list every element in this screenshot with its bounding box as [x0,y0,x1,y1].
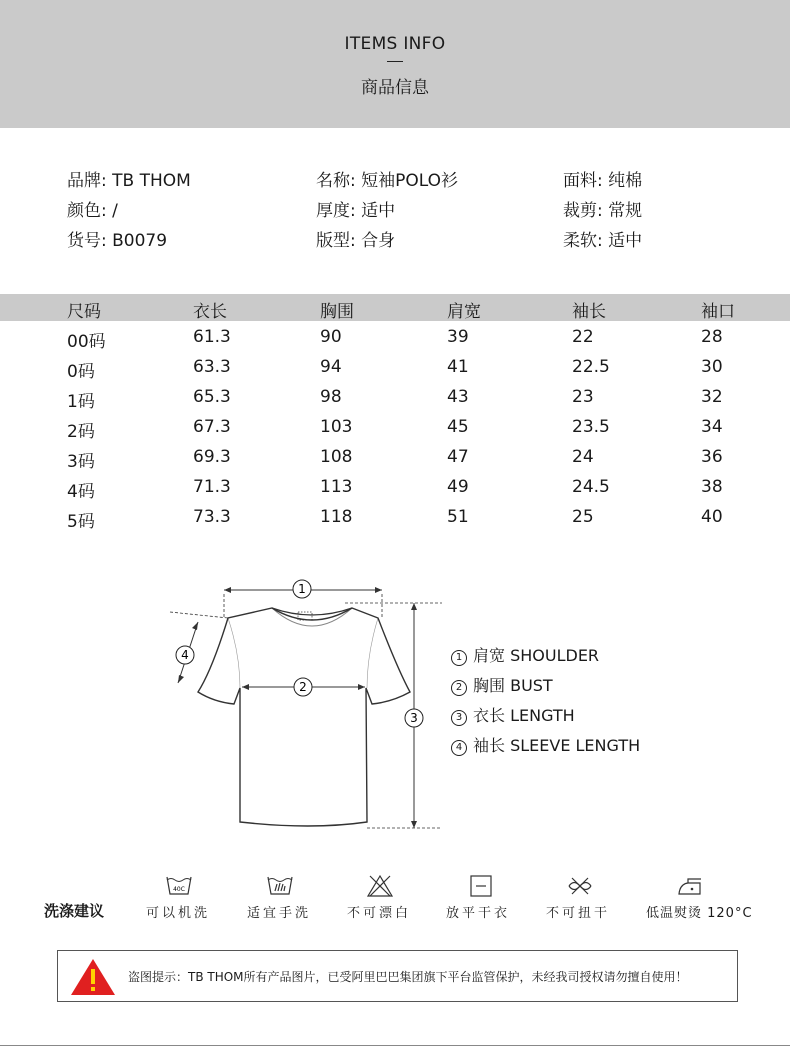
size-table-cell: 24 [572,447,594,467]
size-table-cell: 43 [447,387,469,407]
info-name: 名称: 短袖POLO衫 [316,171,459,191]
size-table-cell: 71.3 [193,477,231,497]
size-table-cell: 67.3 [193,417,231,437]
marker-2 [294,678,312,696]
warning-triangle-icon [69,957,117,997]
care-label-low-iron: 低温熨烫 120°C [646,906,753,921]
info-color: 颜色: / [67,201,118,221]
size-table-cell: 108 [320,447,353,467]
care-label-machine-wash: 可以机洗 [146,906,211,921]
care-label-hand-wash: 适宜手洗 [247,906,312,921]
svg-text:2: 2 [299,680,307,694]
no-bleach-icon [366,874,394,898]
tshirt-diagram [160,570,450,840]
legend-sleeve-length: 4 袖长 SLEEVE LENGTH [451,733,640,756]
size-table-cell: 34 [701,417,723,437]
svg-text:3: 3 [410,711,418,725]
legend-length: 3 衣长 LENGTH [451,703,575,726]
size-table-cell: 39 [447,327,469,347]
size-table-header-cell: 肩宽 [447,302,481,322]
size-table-header-cell: 衣长 [193,302,227,322]
size-table-cell: 23.5 [572,417,610,437]
legend-shoulder: 1 肩宽 SHOULDER [451,643,599,666]
hand-wash-icon [266,874,294,898]
size-table-cell: 113 [320,477,353,497]
care-label-no-bleach: 不可漂白 [347,906,412,921]
size-table-cell: 25 [572,507,594,527]
size-table-cell: 94 [320,357,342,377]
size-table-cell: 98 [320,387,342,407]
header-title-cn: 商品信息 [361,78,429,98]
info-sku: 货号: B0079 [67,231,168,251]
size-table-header-cell: 袖口 [701,302,735,322]
size-table-size-cell: 1码 [67,392,95,412]
size-table-header-bar [0,294,790,321]
legend-bust: 2 胸围 BUST [451,673,553,696]
page-header [0,0,790,128]
header-title-en: ITEMS INFO [344,34,446,54]
size-table-cell: 22.5 [572,357,610,377]
size-table-size-cell: 0码 [67,362,95,382]
info-softness: 柔软: 适中 [563,231,643,251]
size-table-cell: 61.3 [193,327,231,347]
size-table-cell: 51 [447,507,469,527]
size-table-cell: 73.3 [193,507,231,527]
size-table-cell: 49 [447,477,469,497]
size-table-cell: 90 [320,327,342,347]
marker-1 [293,580,311,598]
notice-text: 盗图提示：TB THOM所有产品图片，已受阿里巴巴集团旗下平台监管保护，未经我司授权请勿擅自使用！ [128,970,688,984]
size-table-cell: 28 [701,327,723,347]
size-table-size-cell: 00码 [67,332,106,352]
info-fabric: 面料: 纯棉 [563,171,643,191]
iron-low-icon [676,874,704,898]
size-table-cell: 103 [320,417,353,437]
size-table-cell: 69.3 [193,447,231,467]
marker-4 [176,646,194,664]
size-table-cell: 22 [572,327,594,347]
size-table-cell: 36 [701,447,723,467]
size-table-size-cell: 5码 [67,512,95,532]
size-table-cell: 118 [320,507,353,527]
size-table-cell: 40 [701,507,723,527]
info-fit: 版型: 合身 [316,231,396,251]
size-table-cell: 63.3 [193,357,231,377]
size-table-cell: 45 [447,417,469,437]
size-table-cell: 41 [447,357,469,377]
info-cut: 裁剪: 常规 [563,201,643,221]
size-table-header-cell: 尺码 [67,302,101,322]
size-table-size-cell: 4码 [67,482,95,502]
care-label-no-wring: 不可扭干 [546,906,611,921]
marker-3 [405,709,423,727]
size-table-size-cell: 3码 [67,452,95,472]
tumble-dry-icon [467,874,495,898]
header-divider [387,61,403,62]
size-table-cell: 24.5 [572,477,610,497]
copyright-notice [57,950,738,1002]
size-table-cell: 38 [701,477,723,497]
size-table-cell: 65.3 [193,387,231,407]
tshirt-outline [198,608,410,826]
care-label-dry-flat: 放平干衣 [446,906,511,921]
size-table-size-cell: 2码 [67,422,95,442]
bottom-divider [0,1045,790,1046]
info-brand: 品牌: TB THOM [67,171,191,191]
no-wring-icon [566,874,594,898]
svg-text:1: 1 [298,582,306,596]
svg-text:40C: 40C [173,886,185,893]
care-title: 洗涤建议 [44,902,105,920]
size-table-cell: 32 [701,387,723,407]
size-table-header-cell: 胸围 [320,302,354,322]
size-table-cell: 23 [572,387,594,407]
svg-text:4: 4 [181,648,189,662]
info-thickness: 厚度: 适中 [316,201,396,221]
size-table-cell: 47 [447,447,469,467]
size-table-header-cell: 袖长 [572,302,606,322]
size-table-cell: 30 [701,357,723,377]
machine-wash-40c-icon [165,874,193,898]
